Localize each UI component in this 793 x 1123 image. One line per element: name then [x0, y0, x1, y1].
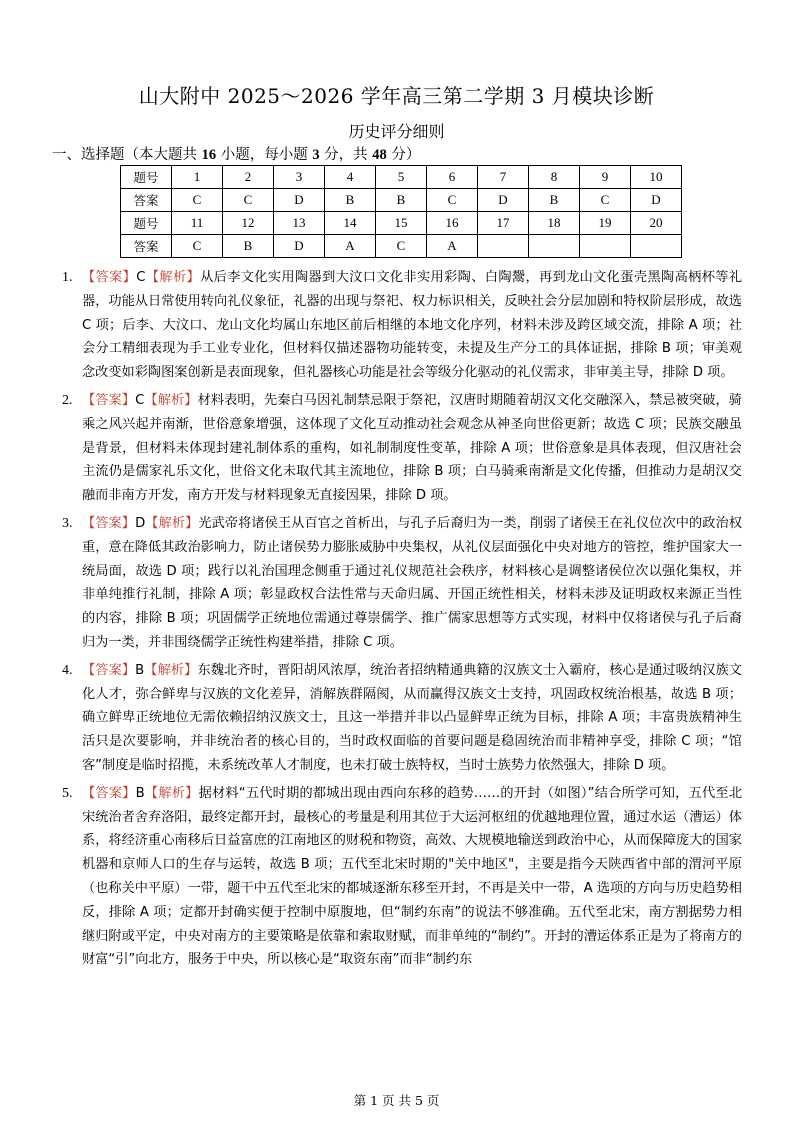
table-cell: D [274, 189, 325, 212]
analysis-text: 据材料“五代时期的都城出现由西向东移的趋势……的开封（如图）”结合所学可知，五代至北宋统治者舍弃洛阳，最终定都开封，最核心的考量是利用其位于大运河枢纽的优越地理位置，通过水运（漕运）体系，将经济重心南移后日益富庶的江南地区的财税和物资，高效、大规模地输送到政治中心，从而保障庞大的国家机器和京师人口的生存与运转，故选 B 项；五代至北宋时期的"关中地区"，主要是指今天陕西省中部的渭河平原（也称关中平原）一带，题干中五代至北宋的都城逐渐东移至开封，不再是关中一带，A 选项的方向与历史趋势相反，排除 A 项；定都开封确实便于控制中原腹地，但“制约东南”的说法不够准确。五代至北宋，南方割据势力相继归附或平定，中央对南方的主要策略是依靠和索取财赋，而非单纯的“制约”。开封的漕运体系正是为了将南方的财富“引”向北方，服务于中央，所以核心是“取资东南”而非“制约东 [82, 785, 743, 968]
analysis-tag: 【解析】 [145, 270, 201, 285]
analysis-text: 材料表明，先秦白马因礼制禁忌限于祭祀，汉唐时期随着胡汉文化交融深入，禁忌被突破，骑乘之风兴起并南渐，世俗意象增强，这体现了文化互动推动社会观念从神圣向世俗更新；故选 C 项；民族交融虽是背景，但材料未体现封建礼制体系的重构，如礼制制度性变革，排除 A 项；世俗意象是具体表现，但汉唐社会主流仍是儒家礼乐文化，世俗文化未取代其主流地位，排除 B 项；白马骑乘南渐是文化传播，但推动力是胡汉交融而非南方开发，南方开发与材料现象无直接因果，排除 D 项。 [82, 392, 742, 504]
table-cell: C [376, 235, 427, 258]
table-cell: 20 [631, 212, 682, 235]
section-count: 16 [201, 147, 217, 163]
table-cell: 9 [580, 166, 631, 189]
item-number: 2. [62, 392, 73, 408]
page-footer: 第 1 页 共 5 页 [353, 1093, 440, 1108]
answer-explanations [62, 266, 742, 976]
document-title: 山大附中 2025～2026 学年高三第二学期 3 月模块诊断 [138, 84, 655, 108]
table-cell: 15 [376, 212, 427, 235]
answer-table [120, 165, 682, 258]
table-row [121, 235, 682, 258]
row-label: 答案 [121, 235, 172, 258]
section-mid1: 小题，每小题 [216, 147, 313, 163]
table-cell: D [478, 189, 529, 212]
table-cell: B [529, 189, 580, 212]
answer-letter: C [135, 392, 145, 408]
table-cell: 3 [274, 166, 325, 189]
table-cell: B [223, 235, 274, 258]
section-prefix: 一、选择题（本大题共 [52, 147, 202, 163]
section-heading [52, 143, 420, 164]
table-cell: 18 [529, 212, 580, 235]
answer-letter: B [135, 785, 145, 801]
table-cell: C [172, 235, 223, 258]
list-item [62, 782, 742, 972]
analysis-tag: 【解析】 [145, 515, 199, 531]
table-cell [478, 235, 529, 258]
table-cell: 13 [274, 212, 325, 235]
table-cell: C [223, 189, 274, 212]
table-cell: 14 [325, 212, 376, 235]
item-number: 5. [62, 785, 73, 801]
item-number: 3. [62, 515, 73, 531]
answer-tag: 【答案】 [82, 785, 136, 801]
list-item [62, 389, 742, 508]
item-number: 4. [62, 662, 73, 678]
list-item [62, 512, 742, 655]
table-cell: B [376, 189, 427, 212]
answer-letter: D [135, 515, 146, 531]
row-label: 题号 [121, 212, 172, 235]
row-label: 题号 [121, 166, 172, 189]
document-subtitle: 历史评分细则 [348, 122, 445, 141]
answer-letter: C [136, 270, 146, 285]
table-cell: 6 [427, 166, 478, 189]
table-cell: 5 [376, 166, 427, 189]
analysis-text: 光武帝将诸侯王从百官之首析出，与孔子后裔归为一类，削弱了诸侯王在礼仪位次中的政治权重，意在降低其政治影响力，防止诸侯势力膨胀威胁中央集权，从礼仪层面强化中央对地方的管控，维护国家大一统局面，故选 D 项；践行以礼治国理念侧重于通过礼仪规范社会秩序，材料核心是调整诸侯位次以强化集权，并非单纯推行礼制，排除 A 项；彰显政权合法性常与天命归属、开国正统性相关，材料未涉及证明政权来源正当性的内容，排除 B 项；巩固儒学正统地位需通过尊崇儒学、推广儒家思想等方式实现，材料中仅将诸侯与孔子后裔归为一类，并非围绕儒学正统性构建举措，排除 C 项。 [82, 515, 743, 650]
analysis-tag: 【解析】 [144, 785, 199, 801]
table-row [121, 212, 682, 235]
table-cell: 1 [172, 166, 223, 189]
table-cell: 16 [427, 212, 478, 235]
table-cell: D [631, 189, 682, 212]
table-cell: A [325, 235, 376, 258]
table-cell: 17 [478, 212, 529, 235]
table-cell: C [172, 189, 223, 212]
table-cell: C [427, 189, 478, 212]
section-total: 48 [372, 147, 387, 163]
section-mid2: 分，共 [319, 147, 373, 163]
table-cell: 19 [580, 212, 631, 235]
analysis-tag: 【解析】 [144, 392, 198, 408]
table-row [121, 166, 682, 189]
analysis-text: 东魏北齐时，晋阳胡风浓厚，统治者招纳精通典籍的汉族文士入霸府，核心是通过吸纳汉族文化人才，弥合鲜卑与汉族的文化差异，消解族群隔阂，从而赢得汉族文士支持，巩固政权统治根基，故选 B 项；确立鲜卑正统地位无需依赖招纳汉族文士，且这一举措并非以凸显鲜卑正统为目标，排除 A 项；丰富贵族精神生活只是次要影响，并非统治者的核心目的，当时政权面临的首要问题是稳固统治而非精神享受，排除 C 项；“馆客”制度是临时招揽，未系统改革人才制度，也未打破士族特权，当时士族势力依然强大，排除 D 项。 [82, 662, 742, 773]
answer-tag: 【答案】 [82, 270, 137, 285]
table-cell: 4 [325, 166, 376, 189]
item-number: 1. [62, 270, 73, 285]
row-label: 答案 [121, 189, 172, 212]
table-cell: B [325, 189, 376, 212]
table-cell: 12 [223, 212, 274, 235]
answer-tag: 【答案】 [82, 392, 136, 408]
table-cell: D [274, 235, 325, 258]
table-cell: 2 [223, 166, 274, 189]
table-cell [529, 235, 580, 258]
table-cell: C [580, 189, 631, 212]
table-cell [631, 235, 682, 258]
table-cell: 11 [172, 212, 223, 235]
table-cell: 7 [478, 166, 529, 189]
answer-letter: B [135, 662, 145, 678]
section-per: 3 [312, 147, 320, 163]
list-item [62, 266, 742, 385]
answer-tag: 【答案】 [82, 515, 136, 531]
analysis-text: 从后李文化实用陶器到大汶口文化非实用彩陶、白陶鬶，再到龙山文化蛋壳黑陶高柄杯等礼器，功能从日常使用转向礼仪象征，礼器的出现与祭祀、权力标识相关，反映社会分层加剧和特权阶层形成，故选 C 项；后李、大汶口、龙山文化均属山东地区前后相继的本地文化序列，材料未涉及跨区域交流，排除 A 项；社会分工精细表现为手工业专业化，但材料仅描述器物功能转变，未提及生产分工的具体证据，排除 B 项；审美观念改变如彩陶图案创新是表面现象，但礼器核心功能是社会等级分化驱动的礼仪需求，非审美主导，排除 D 项。 [82, 270, 743, 381]
table-cell [580, 235, 631, 258]
table-cell: 8 [529, 166, 580, 189]
table-cell: A [427, 235, 478, 258]
section-suffix: 分） [386, 147, 421, 163]
analysis-tag: 【解析】 [144, 662, 198, 678]
list-item [62, 659, 742, 778]
table-cell: 10 [631, 166, 682, 189]
table-row [121, 189, 682, 212]
answer-tag: 【答案】 [82, 662, 136, 678]
